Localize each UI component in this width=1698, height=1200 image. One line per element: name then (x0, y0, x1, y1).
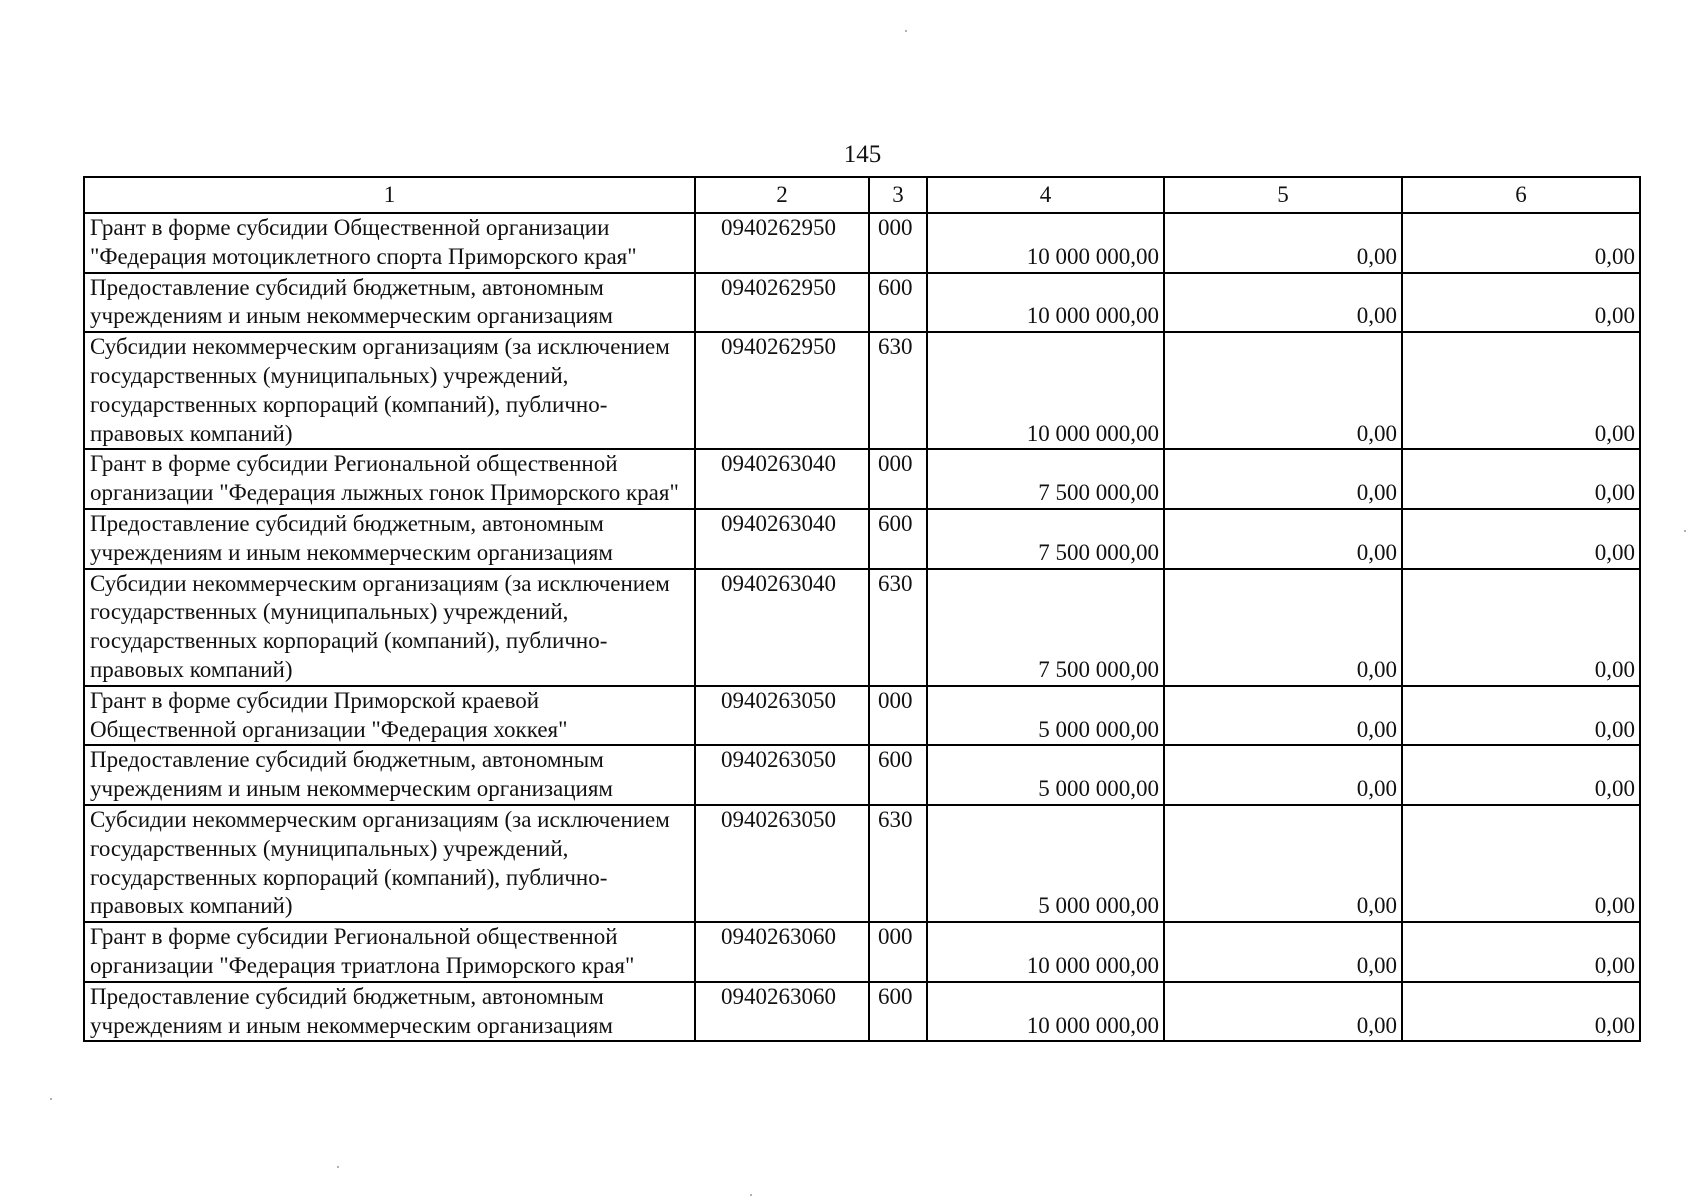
row-value-5: 0,00 (1164, 509, 1402, 569)
table-row (84, 569, 1640, 686)
row-name: Предоставление субсидий бюджетным, автономным учреждениям и иным некоммерческим организациям (84, 273, 695, 333)
row-name: Субсидии некоммерческим организациям (за исключением государственных (муниципальных) учреждений, государственных корпораций (компаний), публично-правовых компаний) (84, 805, 695, 922)
column-header-2: 2 (695, 177, 869, 213)
row-value-4: 7 500 000,00 (927, 449, 1164, 509)
row-value-5: 0,00 (1164, 805, 1402, 922)
row-name: Грант в форме субсидии Приморской краевой Общественной организации "Федерация хоккея" (84, 686, 695, 746)
row-value-6: 0,00 (1402, 745, 1640, 805)
row-value-6: 0,00 (1402, 273, 1640, 333)
row-value-4: 7 500 000,00 (927, 509, 1164, 569)
row-type: 600 (869, 745, 927, 805)
table-row (84, 509, 1640, 569)
row-code: 0940263060 (695, 922, 869, 982)
table-row (84, 273, 1640, 333)
row-name: Предоставление субсидий бюджетным, автономным учреждениям и иным некоммерческим организациям (84, 509, 695, 569)
row-value-5: 0,00 (1164, 745, 1402, 805)
row-name: Грант в форме субсидии Региональной общественной организации "Федерация триатлона Приморского края" (84, 922, 695, 982)
row-name: Субсидии некоммерческим организациям (за исключением государственных (муниципальных) учреждений, государственных корпораций (компаний), публично-правовых компаний) (84, 569, 695, 686)
row-type: 600 (869, 273, 927, 333)
row-value-5: 0,00 (1164, 569, 1402, 686)
row-value-4: 5 000 000,00 (927, 745, 1164, 805)
row-value-6: 0,00 (1402, 509, 1640, 569)
row-code: 0940263060 (695, 982, 869, 1042)
row-type: 000 (869, 213, 927, 273)
row-value-5: 0,00 (1164, 213, 1402, 273)
row-value-5: 0,00 (1164, 982, 1402, 1042)
row-code: 0940262950 (695, 273, 869, 333)
row-name: Субсидии некоммерческим организациям (за исключением государственных (муниципальных) учреждений, государственных корпораций (компаний), публично-правовых компаний) (84, 332, 695, 449)
table-row (84, 922, 1640, 982)
row-value-4: 10 000 000,00 (927, 922, 1164, 982)
row-name: Грант в форме субсидии Региональной общественной организации "Федерация лыжных гонок Приморского края" (84, 449, 695, 509)
row-value-6: 0,00 (1402, 213, 1640, 273)
row-value-4: 10 000 000,00 (927, 213, 1164, 273)
row-type: 000 (869, 686, 927, 746)
row-value-6: 0,00 (1402, 686, 1640, 746)
row-type: 000 (869, 449, 927, 509)
table-row (84, 686, 1640, 746)
row-value-5: 0,00 (1164, 922, 1402, 982)
row-value-5: 0,00 (1164, 273, 1402, 333)
table-row (84, 213, 1640, 273)
row-code: 0940263050 (695, 805, 869, 922)
row-name: Предоставление субсидий бюджетным, автономным учреждениям и иным некоммерческим организациям (84, 982, 695, 1042)
column-header-1: 1 (84, 177, 695, 213)
column-header-4: 4 (927, 177, 1164, 213)
row-type: 630 (869, 805, 927, 922)
row-type: 600 (869, 982, 927, 1042)
row-type: 600 (869, 509, 927, 569)
row-value-6: 0,00 (1402, 805, 1640, 922)
row-value-4: 5 000 000,00 (927, 805, 1164, 922)
row-value-5: 0,00 (1164, 449, 1402, 509)
row-type: 630 (869, 569, 927, 686)
table-row (84, 332, 1640, 449)
row-value-6: 0,00 (1402, 449, 1640, 509)
scan-speck (50, 1098, 52, 1100)
row-value-4: 10 000 000,00 (927, 982, 1164, 1042)
row-value-6: 0,00 (1402, 332, 1640, 449)
row-value-5: 0,00 (1164, 686, 1402, 746)
table-row (84, 982, 1640, 1042)
header-row (84, 177, 1640, 213)
row-name: Предоставление субсидий бюджетным, автономным учреждениям и иным некоммерческим организациям (84, 745, 695, 805)
row-code: 0940263050 (695, 686, 869, 746)
table-row (84, 449, 1640, 509)
row-value-4: 10 000 000,00 (927, 273, 1164, 333)
scan-speck (1684, 530, 1686, 532)
row-code: 0940262950 (695, 213, 869, 273)
row-value-4: 7 500 000,00 (927, 569, 1164, 686)
row-code: 0940262950 (695, 332, 869, 449)
scan-speck (750, 1194, 752, 1196)
row-value-4: 5 000 000,00 (927, 686, 1164, 746)
row-value-6: 0,00 (1402, 982, 1640, 1042)
row-value-6: 0,00 (1402, 922, 1640, 982)
row-name: Грант в форме субсидии Общественной организации "Федерация мотоциклетного спорта Приморского края" (84, 213, 695, 273)
row-type: 000 (869, 922, 927, 982)
column-header-3: 3 (869, 177, 927, 213)
column-header-5: 5 (1164, 177, 1402, 213)
column-header-6: 6 (1402, 177, 1640, 213)
scan-speck (337, 1166, 339, 1168)
row-value-6: 0,00 (1402, 569, 1640, 686)
table-row (84, 745, 1640, 805)
row-code: 0940263040 (695, 449, 869, 509)
table-row (84, 805, 1640, 922)
row-value-5: 0,00 (1164, 332, 1402, 449)
row-code: 0940263040 (695, 569, 869, 686)
scan-speck (905, 30, 907, 32)
page-number: 145 (843, 141, 882, 168)
row-code: 0940263040 (695, 509, 869, 569)
budget-table (83, 176, 1641, 1042)
row-value-4: 10 000 000,00 (927, 332, 1164, 449)
row-type: 630 (869, 332, 927, 449)
row-code: 0940263050 (695, 745, 869, 805)
